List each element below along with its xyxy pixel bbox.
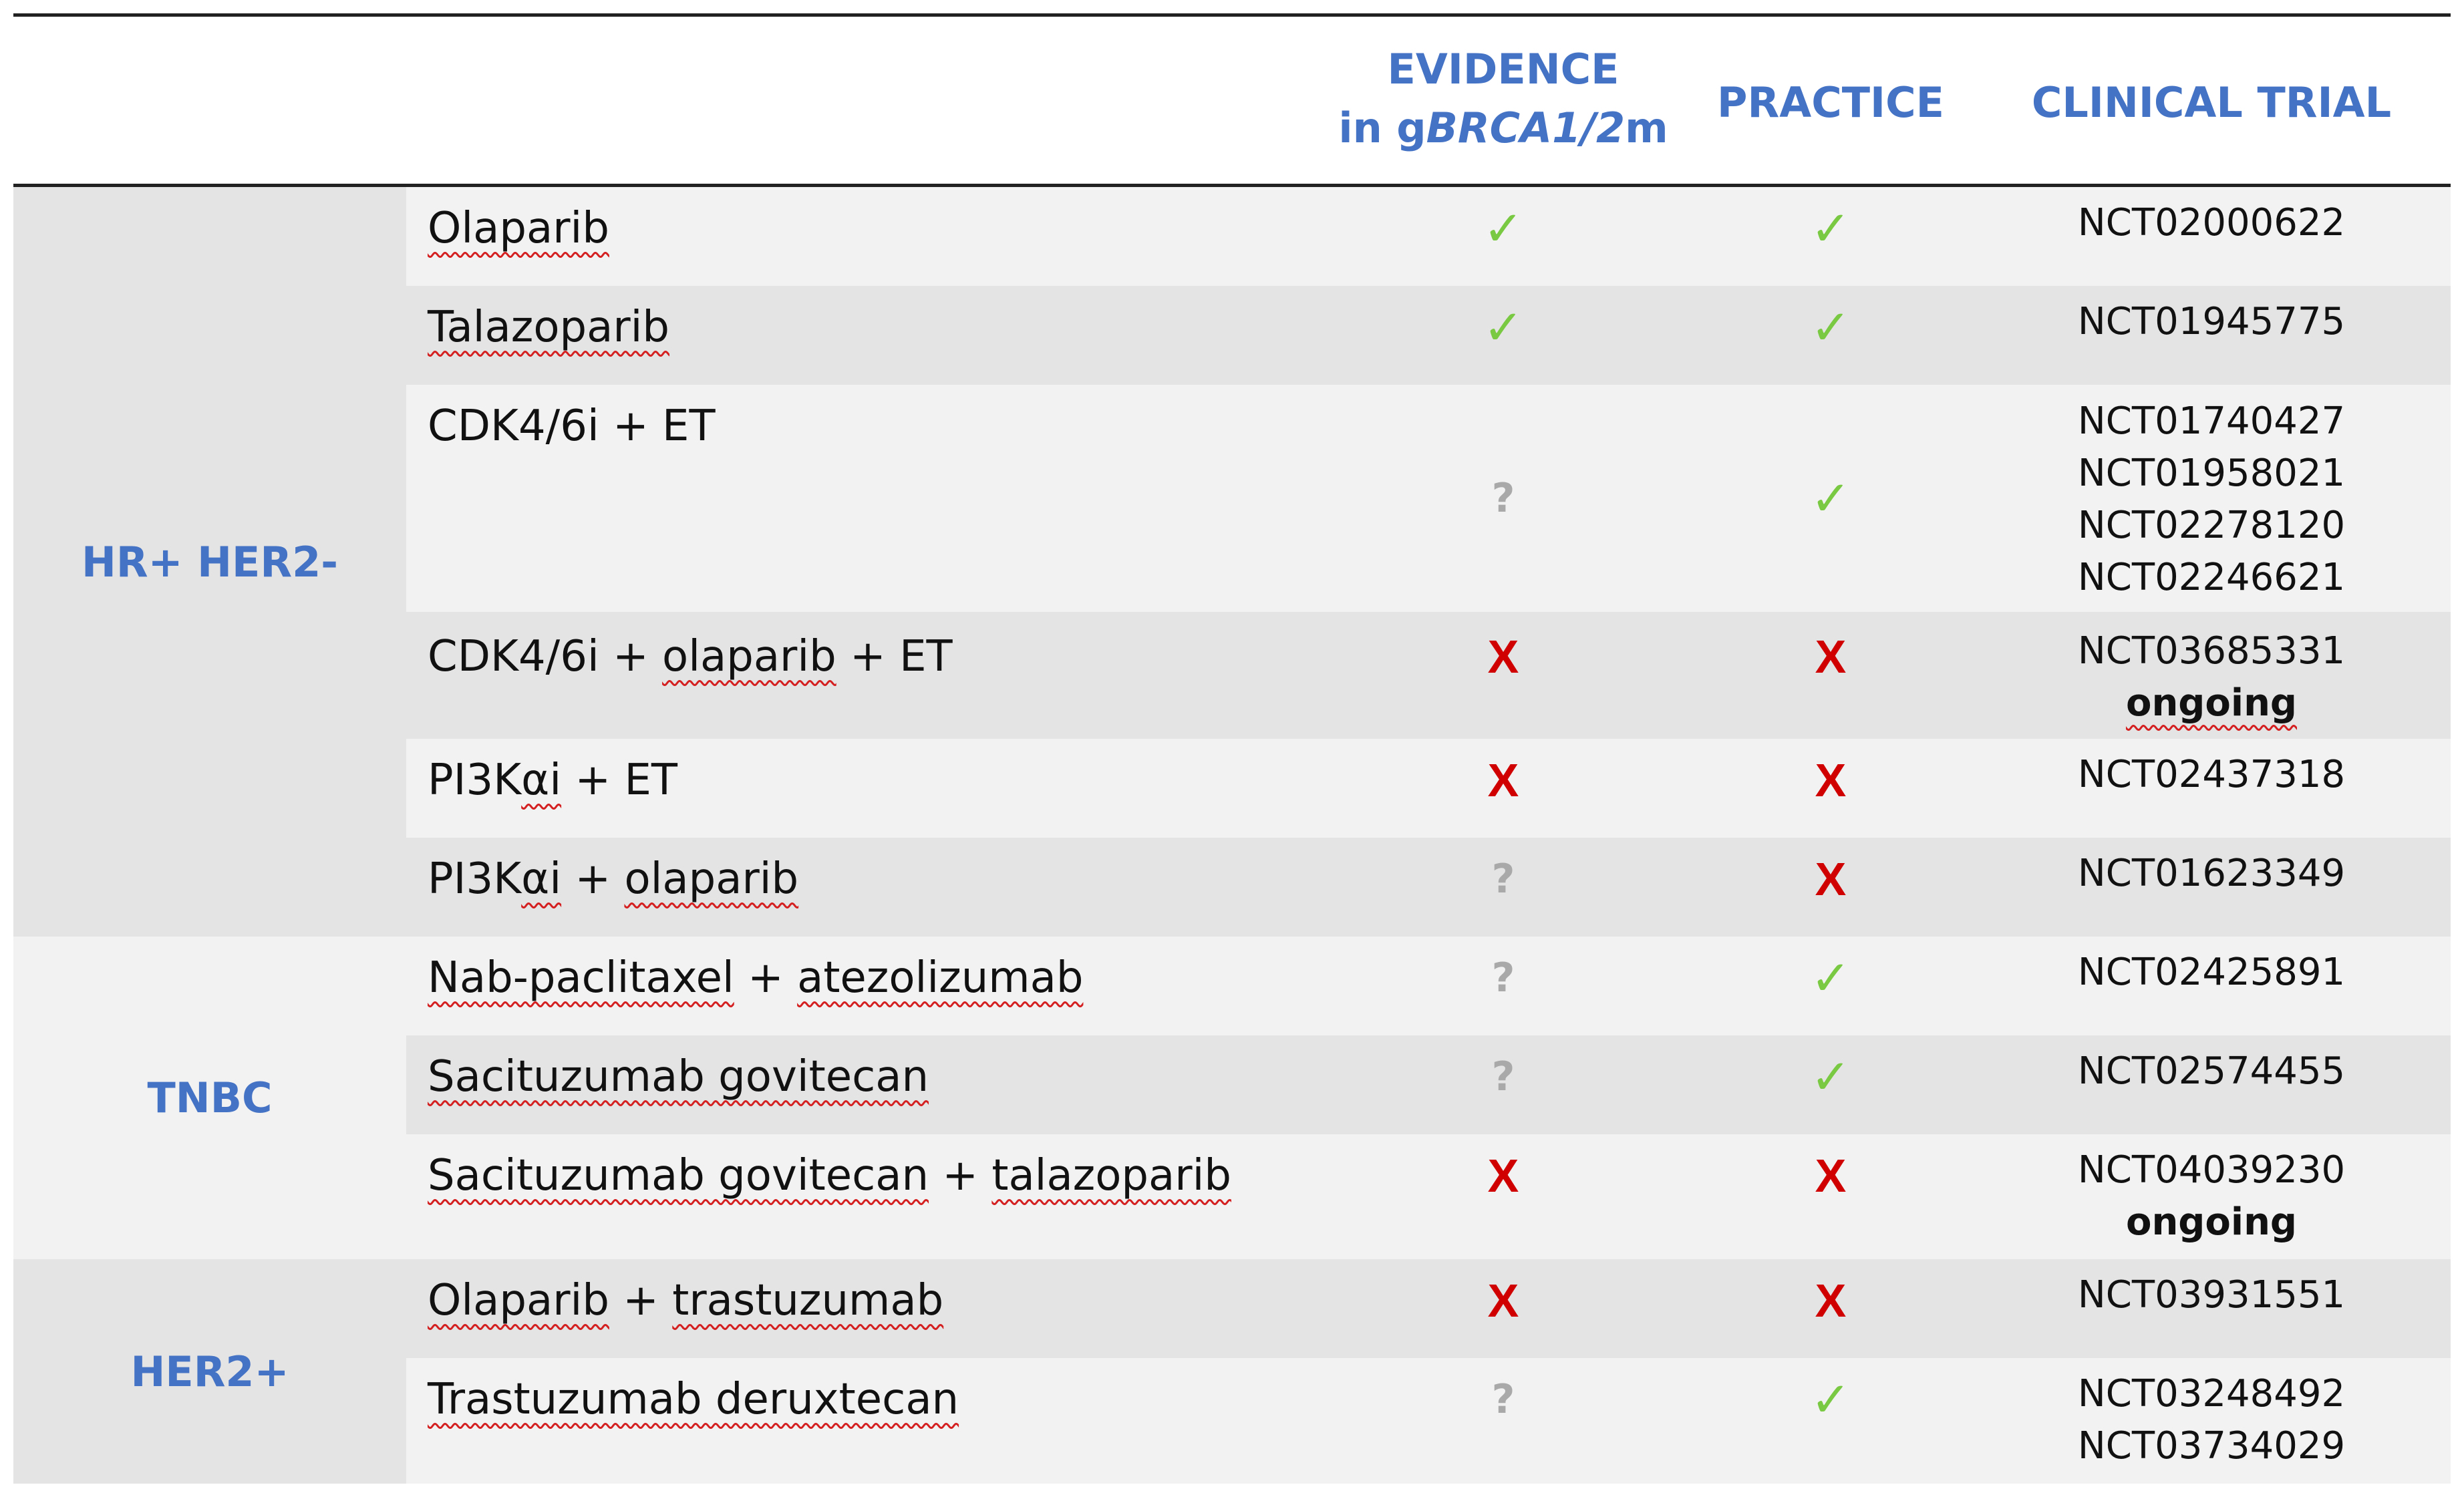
trial-status: ongoing: [2125, 681, 2298, 725]
therapy-text: atezolizumab: [797, 953, 1084, 1003]
category-label-her2-positive: HER2+: [130, 1347, 289, 1396]
therapy-text: + ET: [836, 632, 953, 681]
check-icon: ✓: [1483, 200, 1524, 257]
cross-icon: X: [1815, 631, 1847, 683]
therapy-text: Trastuzumab deruxtecan: [428, 1375, 959, 1424]
therapy-text: +: [734, 953, 798, 1003]
trial-id: NCT04039230: [2077, 1148, 2346, 1192]
trial-id: NCT02000622: [2077, 201, 2346, 244]
therapy-name: [428, 1274, 943, 1327]
therapy-text: Sacituzumab govitecan: [428, 1052, 929, 1102]
therapy-text: olaparib: [624, 854, 799, 904]
top-rule: [13, 13, 2451, 17]
trial-id: NCT03685331: [2077, 629, 2346, 673]
therapy-name: [428, 1373, 959, 1426]
therapy-name: [428, 852, 798, 906]
therapy-text: +: [929, 1151, 992, 1200]
therapy-name: CDK4/6i + ET: [428, 401, 716, 451]
therapy-name: [428, 951, 1083, 1005]
therapy-name: [428, 1149, 1231, 1202]
trial-id: NCT01623349: [2077, 852, 2346, 895]
question-mark-icon: ?: [1491, 1376, 1515, 1423]
category-label-tnbc: TNBC: [147, 1073, 273, 1122]
therapy-text: olaparib: [662, 632, 836, 681]
trial-id: NCT03248492: [2077, 1372, 2346, 1416]
therapy-text: PI3K: [428, 854, 522, 904]
cross-icon: X: [1815, 853, 1847, 905]
header-evidence-line1: EVIDENCE: [1387, 45, 1620, 94]
question-mark-icon: ?: [1491, 856, 1515, 902]
cross-icon: X: [1815, 1275, 1847, 1327]
therapy-text: Talazoparib: [428, 303, 670, 352]
header-practice: PRACTICE: [1717, 78, 1944, 127]
therapy-name: [428, 1050, 929, 1104]
trial-status: ongoing: [2125, 1200, 2298, 1244]
check-icon: ✓: [1810, 470, 1851, 526]
therapy-text: αi: [521, 756, 562, 805]
question-mark-icon: ?: [1491, 955, 1515, 1001]
trial-ids: [2004, 197, 2419, 249]
therapy-text: αi: [521, 854, 562, 904]
trial-id: NCT02437318: [2077, 753, 2346, 796]
cross-icon: X: [1487, 1275, 1519, 1327]
therapy-text: Olaparib: [428, 204, 609, 253]
trial-id: NCT03734029: [2077, 1424, 2346, 1468]
trial-ids: [2004, 1144, 2419, 1249]
header-clinical-trial: CLINICAL TRIAL: [2031, 78, 2392, 127]
therapy-name: [428, 301, 669, 354]
trial-ids: [2004, 1269, 2419, 1321]
header-evidence-pre: in g: [1338, 104, 1426, 152]
trial-ids: [2004, 625, 2419, 729]
trial-ids: [2004, 848, 2419, 900]
check-icon: ✓: [1483, 299, 1524, 355]
therapy-name: [428, 202, 609, 255]
therapy-name: [428, 754, 677, 807]
therapy-text: Olaparib: [428, 1276, 609, 1325]
header-evidence-line2: [1330, 99, 1677, 158]
header-evidence-post: m: [1625, 104, 1668, 152]
therapy-text: talazoparib: [991, 1151, 1231, 1200]
trial-ids: [2004, 749, 2419, 801]
check-icon: ✓: [1810, 950, 1851, 1006]
therapy-name: [428, 630, 953, 683]
cross-icon: X: [1487, 631, 1519, 683]
cross-icon: X: [1815, 1150, 1847, 1202]
trial-id: NCT02574455: [2077, 1049, 2346, 1093]
therapy-text: CDK4/6i +: [428, 632, 663, 681]
therapy-text: +: [609, 1276, 673, 1325]
trial-id: NCT02425891: [2077, 951, 2346, 994]
cross-icon: X: [1487, 754, 1519, 806]
therapy-text: Nab-paclitaxel: [428, 953, 734, 1003]
header-evidence-gene: BRCA1/2: [1426, 104, 1626, 152]
category-label-hr-her2-negative: HR+ HER2-: [81, 537, 339, 587]
header-evidence: [1330, 40, 1677, 158]
check-icon: ✓: [1810, 200, 1851, 257]
question-mark-icon: ?: [1491, 1053, 1515, 1100]
check-icon: ✓: [1810, 299, 1851, 355]
therapy-text: Sacituzumab govitecan: [428, 1151, 929, 1200]
check-icon: ✓: [1810, 1049, 1851, 1105]
trial-ids: [2004, 1368, 2419, 1472]
therapy-text: + ET: [561, 756, 677, 805]
trial-id: NCT01945775: [2077, 300, 2346, 343]
trial-ids: [2004, 395, 2419, 604]
trial-ids: [2004, 947, 2419, 999]
trial-ids: [2004, 1045, 2419, 1098]
check-icon: ✓: [1810, 1371, 1851, 1428]
trial-id: NCT02278120: [2077, 504, 2346, 547]
trial-ids: [2004, 296, 2419, 348]
trial-id: NCT01740427: [2077, 399, 2346, 443]
question-mark-icon: ?: [1491, 475, 1515, 522]
therapy-text: PI3K: [428, 756, 522, 805]
trial-id: NCT03931551: [2077, 1273, 2346, 1317]
therapy-text: +: [561, 854, 625, 904]
trial-id: NCT02246621: [2077, 556, 2346, 599]
therapy-text: trastuzumab: [672, 1276, 944, 1325]
trial-id: NCT01958021: [2077, 452, 2346, 495]
cross-icon: X: [1487, 1150, 1519, 1202]
cross-icon: X: [1815, 754, 1847, 806]
